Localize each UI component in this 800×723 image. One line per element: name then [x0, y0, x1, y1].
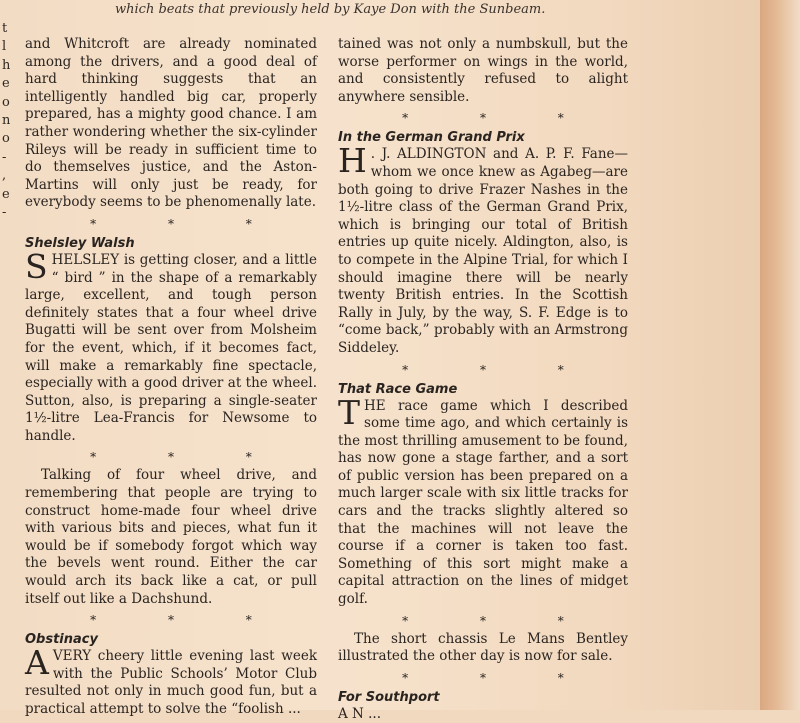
- previous-column-fragments: [2, 20, 16, 222]
- section-divider: * * *: [90, 216, 286, 231]
- left-column: [25, 36, 317, 719]
- section-divider: * * *: [402, 362, 598, 377]
- section-divider: * * *: [402, 613, 598, 628]
- left-intro-paragraph: and Whitcroft are already nominated among the drivers, and a good deal of hard thinking suggests that an intelligently handled big car, properly prepared, has a mighty good chance. I am rather wondering whether the six-cylinder Rileys will be ready in sufficient time to do themselves justice, and the Aston-Martins will only just be ready, for everybody seems to be phenomenally late.: [25, 36, 317, 211]
- margin-letter: h: [2, 57, 11, 73]
- section-divider: * * *: [90, 613, 286, 628]
- shelsley-text: HELSLEY is getting closer, and a little “ bird ” in the shape of a remarkably large, excellent, and tough person definitely states that a four wheel drive Bugatti will be sent over from Molsheim for the event, which, if it becomes fact, will make a remarkably fine spectacle, especially with a good driver at the wheel. Sutton, also, is preparing a single-seater 1½-litre Lea-Francis for Newsome to handle.: [25, 251, 317, 444]
- german-gp-text: . J. ALDINGTON and A. P. F. Fane—whom we once knew as Agabeg—are both going to drive Frazer Nashes in the 1½-litre class of the German Grand Prix, which is bringing our total of British entries up quite nicely. Aldington, also, is to compete in the Alpine Trial, for which I should imagine there will be nearly twenty British entries. In the Scottish Rally in July, by the way, S. F. Edge is to “come back,” probably with an Armstrong Siddeley.: [338, 146, 628, 356]
- race-game-heading: That Race Game: [338, 381, 458, 397]
- right-column: [338, 36, 628, 723]
- margin-letter: l: [2, 39, 7, 55]
- margin-letter: e: [2, 186, 10, 202]
- section-divider: * * *: [90, 450, 286, 465]
- section-divider: * * *: [402, 111, 598, 126]
- page-edge-shadow: [760, 0, 800, 710]
- running-header: which beats that previously held by Kaye Don with the Sunbeam.: [115, 2, 546, 17]
- margin-letter: ,: [2, 168, 7, 184]
- race-game-dropcap: T: [338, 392, 361, 432]
- right-intro-paragraph: tained was not only a numbskull, but the worse performer on wings in the world, and consistently refused to alight anywhere sensible.: [338, 36, 628, 105]
- margin-letter: n: [2, 112, 11, 128]
- german-gp-paragraph: [338, 141, 628, 357]
- margin-letter: -: [2, 149, 7, 165]
- german-gp-heading: In the German Grand Prix: [338, 130, 525, 146]
- race-game-paragraph: [338, 392, 628, 609]
- margin-letter: o: [2, 131, 10, 147]
- german-gp-dropcap: H: [338, 141, 367, 181]
- race-game-text: HE race game which I described some time ago, and which certainly is the most thrilling amusement to be found, has now gone a stage farther, and a sort of public version has been prepared on a much larger scale with six little tracks for cars and the tracks slightly altered so that the machines will not leave the course if a corner is taken too fast. Something of this sort might make a capital attraction on the lines of midget golf.: [338, 397, 628, 608]
- southport-paragraph: A N ...: [338, 705, 382, 722]
- shelsley-dropcap: S: [25, 246, 48, 286]
- section-divider: * * *: [402, 670, 598, 685]
- four-wheel-paragraph: Talking of four wheel drive, and remembering that people are trying to construct home-made four wheel drive with various bits and pieces, what fun it would be if somebody forgot which way the bevels went round. Either the car would arch its back like a cat, or pull itself out like a Dachshund.: [25, 467, 317, 607]
- margin-letter: t: [2, 21, 8, 36]
- obstinacy-text: VERY cheery little evening last week with the Public Schools’ Motor Club resulted not only in much good fun, but a practical attempt to solve the “foolish ...: [25, 648, 317, 717]
- obstinacy-paragraph: [25, 643, 317, 718]
- shelsley-paragraph: [25, 246, 317, 446]
- margin-letter: -: [2, 204, 7, 220]
- southport-heading: For Southport: [338, 689, 440, 705]
- obstinacy-dropcap: A: [25, 643, 49, 683]
- obstinacy-heading: Obstinacy: [25, 632, 98, 648]
- margin-letter: o: [2, 94, 10, 110]
- shelsley-heading: Shelsley Walsh: [25, 235, 135, 251]
- bentley-paragraph: The short chassis Le Mans Bentley illustrated the other day is now for sale.: [338, 630, 628, 665]
- margin-letter: e: [2, 76, 10, 92]
